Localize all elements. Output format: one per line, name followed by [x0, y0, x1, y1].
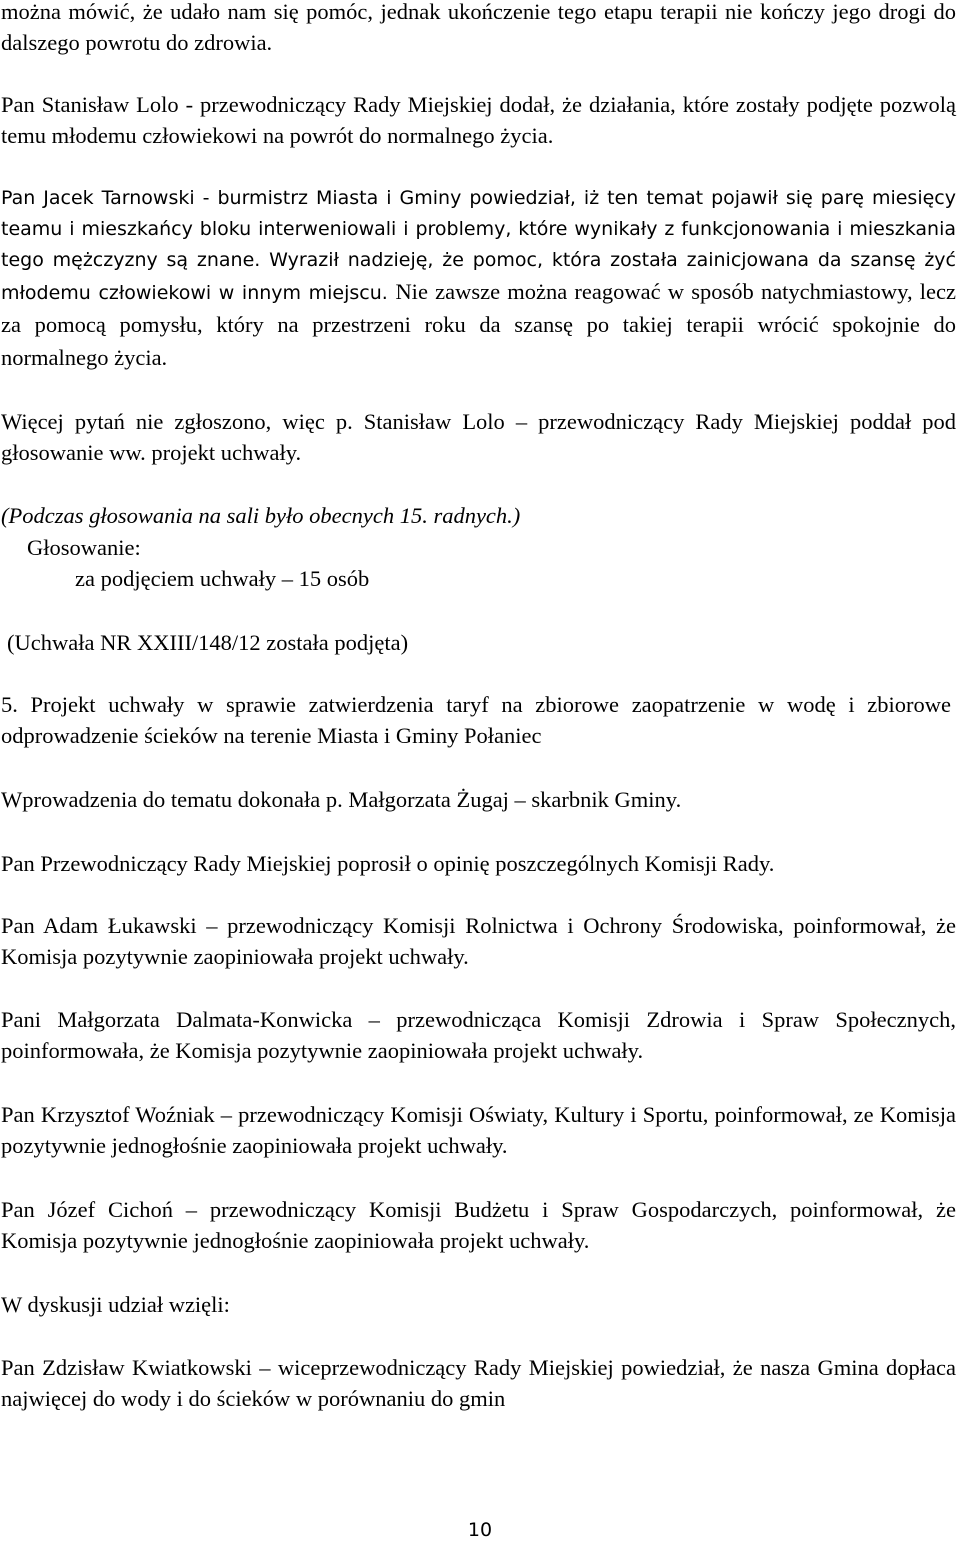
- paragraph-introduction: Wprowadzenia do tematu dokonała p. Małgorzata Żugaj – skarbnik Gminy.: [1, 787, 682, 812]
- paragraph-recovery: można mówić, że udało nam się pomóc, jednak ukończenie tego etapu terapii nie kończy jego drogi do dalszego powrotu do zdrowia.: [1, 0, 956, 55]
- paragraph-commission-budget: Pan Józef Cichoń – przewodniczący Komisji Budżetu i Spraw Gospodarczych, poinformował, że Komisja pozytywnie jednogłośnie zaopiniowała projekt uchwały.: [1, 1197, 956, 1253]
- paragraph-chair-request: Pan Przewodniczący Rady Miejskiej poprosił o opinię poszczególnych Komisji Rady.: [1, 851, 775, 876]
- paragraph-vote-call: Więcej pytań nie zgłoszono, więc p. Stanisław Lolo – przewodniczący Rady Miejskiej poddał pod głosowanie ww. projekt uchwały.: [1, 409, 956, 465]
- page-number: 10: [467, 1519, 493, 1541]
- tarnowski-text-c: Nie zawsze można reagować w sposób natychmiastowy, lecz za pomocą pomysłu, który na przestrzeni roku da szansę po takiej terapii wrócić spokojnie do normalnego życia.: [1, 279, 956, 370]
- paragraph-kwiatkowski: Pan Zdzisław Kwiatkowski – wiceprzewodniczący Rady Miejskiej powiedział, że nasza Gmina dopłaca najwięcej do wody i do ścieków w porównaniu do gmin: [1, 1355, 956, 1411]
- paragraph-discussion-heading: W dyskusji udział wzięli:: [1, 1292, 230, 1317]
- paragraph-commission-education: Pan Krzysztof Woźniak – przewodniczący Komisji Oświaty, Kultury i Sportu, poinformował, ze Komisja pozytywnie jednogłośnie zaopiniowała projekt uchwały.: [1, 1102, 956, 1158]
- tarnowski-text-b: Wyraził nadzieję, że pomoc, która została zainicjowana da szansę żyć młodemu człowiekowi w innym miejscu.: [1, 249, 956, 304]
- vote-label: Głosowanie:: [27, 535, 141, 560]
- resolution-status: (Uchwała NR XXIII/148/12 została podjęta): [7, 630, 409, 655]
- vote-result: za podjęciem uchwały – 15 osób: [75, 566, 370, 591]
- paragraph-commission-health: Pani Małgorzata Dalmata-Konwicka – przewodnicząca Komisji Zdrowia i Spraw Społecznych, poinformowała, że Komisja pozytywnie zaopiniowała projekt uchwały.: [1, 1007, 956, 1063]
- vote-attendance-note: (Podczas głosowania na sali było obecnych 15. radnych.): [1, 503, 521, 528]
- paragraph-commission-agriculture: Pan Adam Łukawski – przewodniczący Komisji Rolnictwa i Ochrony Środowiska, poinformował, że Komisja pozytywnie zaopiniowała projekt uchwały.: [1, 913, 956, 969]
- paragraph-tarnowski-statement: [1, 183, 956, 375]
- tarnowski-text-a: Pan Jacek Tarnowski - burmistrz Miasta i Gminy powiedział, iż ten temat pojawił się parę miesięcy teamu i mieszkańcy bloku interweniowali i problemy, które wynikały z funkcjonowania i mieszkania tego mężczyzny są znane.: [1, 187, 956, 271]
- paragraph-lolo-statement: Pan Stanisław Lolo - przewodniczący Rady Miejskiej dodał, że działania, które zostały podjęte pozwolą temu młodemu człowiekowi na powrót do normalnego życia.: [1, 92, 956, 148]
- agenda-item-5: 5. Projekt uchwały w sprawie zatwierdzenia taryf na zbiorowe zaopatrzenie w wodę i zbiorowe odprowadzenie ścieków na terenie Miasta i Gminy Połaniec: [1, 692, 951, 748]
